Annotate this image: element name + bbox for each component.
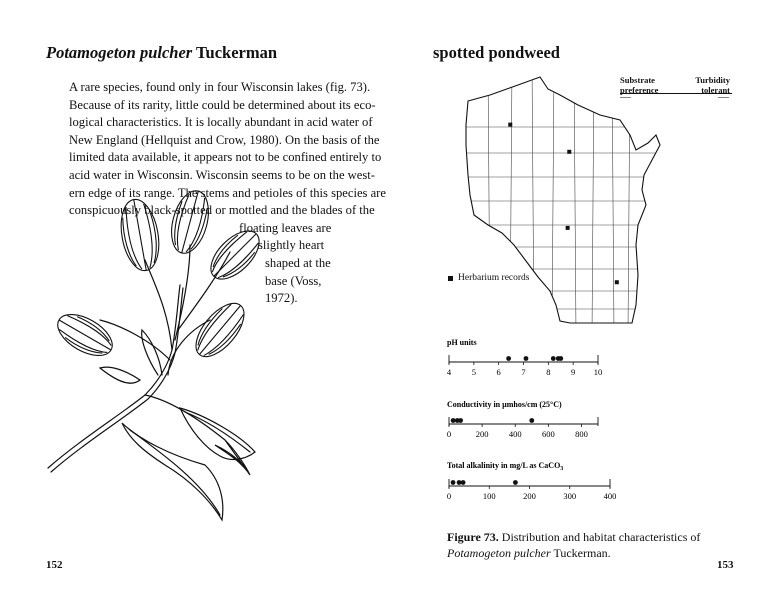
tick-label: 0 <box>446 429 452 439</box>
species-name: Potamogeton pulcher <box>46 43 193 62</box>
state-outline <box>466 77 660 323</box>
body-line: ern edge of its range. The stems and petioles of this species are <box>69 185 386 200</box>
wisconsin-map <box>460 65 680 335</box>
tick-label: 5 <box>471 367 476 377</box>
chart-title: pH units <box>447 338 477 347</box>
tick-label: 200 <box>523 491 536 501</box>
tick-label: 100 <box>482 491 496 501</box>
tick-label: 400 <box>508 429 522 439</box>
tick-label: 6 <box>496 367 501 377</box>
conductivity-chart <box>447 400 598 439</box>
data-point <box>458 418 463 423</box>
data-point <box>551 356 556 361</box>
body-line: limited data available, it appears not to be confined entirely to <box>69 150 382 165</box>
page-number-left: 152 <box>46 559 63 571</box>
body-line: A rare species, found only in four Wisconsin lakes (fig. 73). <box>69 80 371 94</box>
chart-title: Conductivity in µmhos/cm (25°C) <box>447 400 562 409</box>
ph-chart <box>447 338 602 377</box>
page-number-right: 153 <box>717 559 734 571</box>
tick-label: 300 <box>563 491 577 501</box>
substrate-value: — <box>620 91 631 103</box>
record-marker <box>566 226 570 230</box>
data-point <box>451 418 456 423</box>
species-title <box>46 43 277 63</box>
body-line: acid water in Wisconsin. Wisconsin seems to be on the west- <box>69 167 375 182</box>
record-marker <box>567 150 571 154</box>
data-point <box>558 356 563 361</box>
body-line: base (Voss, <box>265 273 322 288</box>
record-marker <box>615 280 619 284</box>
body-line: shaped at the <box>265 255 331 270</box>
species-author: Tuckerman <box>192 43 278 62</box>
tick-label: 400 <box>603 491 617 501</box>
turbidity-header-line: tolerant <box>701 84 730 95</box>
body-line: New England (Hellquist and Crow, 1980). On the basis of the <box>69 132 380 147</box>
legend-label: Herbarium records <box>458 273 530 283</box>
tick-label: 0 <box>446 491 452 501</box>
chart-title-text: Total alkalinity in mg/L as CaCO <box>447 461 561 470</box>
alkalinity-chart <box>447 461 617 501</box>
turbidity-value: — <box>718 91 729 103</box>
figure-caption <box>447 530 747 562</box>
chart-title <box>447 461 563 472</box>
leaf-group <box>51 190 268 365</box>
data-point <box>506 356 511 361</box>
data-point <box>451 480 456 485</box>
data-point <box>513 480 518 485</box>
legend-square-icon <box>448 276 453 281</box>
caption-label: Figure 73. <box>447 530 499 544</box>
tick-label: 7 <box>521 367 526 377</box>
body-line: 1972). <box>265 291 298 306</box>
body-line: slightly heart <box>258 238 325 253</box>
tick-label: 4 <box>446 367 452 377</box>
tick-label: 9 <box>571 367 576 377</box>
turbidity-header-line: Turbidity <box>695 75 730 85</box>
data-point <box>529 418 534 423</box>
body-line: logical characteristics. It is locally abundant in acid water of <box>69 115 373 130</box>
tick-label: 800 <box>575 429 588 439</box>
tick-label: 600 <box>541 429 555 439</box>
substrate-header-line: preference <box>620 84 659 95</box>
data-point <box>461 480 466 485</box>
caption-text: Distribution and habitat characteristics of <box>498 530 701 544</box>
body-line: floating leaves are <box>239 220 332 235</box>
caption-tail: Tuckerman. <box>550 545 611 560</box>
chart-title-subscript: 3 <box>560 466 564 472</box>
common-name-title: spotted pondweed <box>433 43 560 62</box>
habitat-charts <box>440 335 630 510</box>
tick-label: 8 <box>546 367 551 377</box>
body-line: conspicuously black-spotted or mottled and the blades of the <box>69 203 375 218</box>
caption-species: Potamogeton pulcher <box>447 545 551 560</box>
substrate-header-line: Substrate <box>620 75 655 85</box>
tick-label: 200 <box>475 429 489 439</box>
body-line: Because of its rarity, little could be determined about its eco- <box>69 97 376 112</box>
data-point <box>524 356 529 361</box>
tick-label: 10 <box>593 367 603 377</box>
record-marker <box>508 123 512 127</box>
plant-illustration <box>40 190 270 560</box>
